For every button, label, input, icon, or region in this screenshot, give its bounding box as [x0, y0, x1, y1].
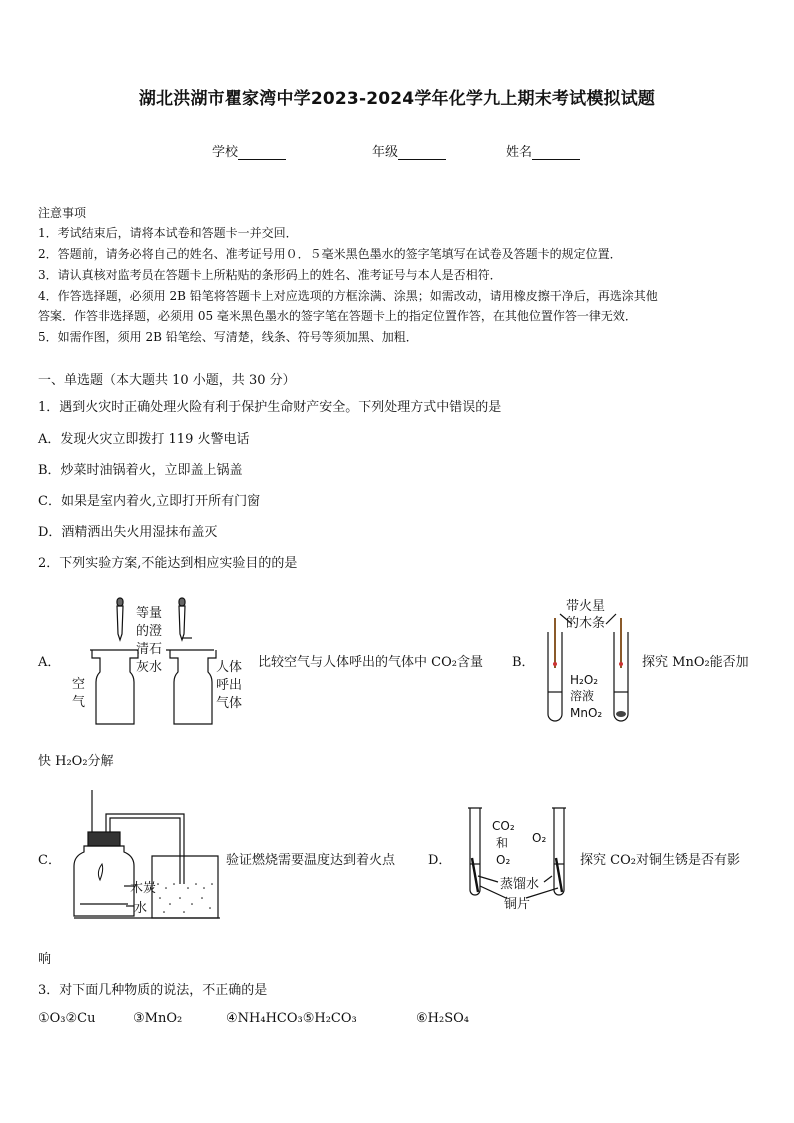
option-d-diagram — [458, 804, 576, 914]
notice-item: 1．考试结束后，请将本试卷和答题卡一并交回． — [38, 226, 298, 240]
breath-label: 气体 — [216, 696, 243, 711]
co2-label: CO₂ — [492, 819, 515, 833]
exam-title: 湖北洪湖市瞿家湾中学2023-2024学年化学九上期末考试模拟试题 — [138, 89, 656, 109]
section-heading: 一、单选题（本大题共 10 小题，共 30 分） — [38, 373, 296, 388]
question-1-stem: 1．遇到火灾时正确处理火险有利于保护生命财产安全。下列处理方式中错误的是 — [38, 400, 502, 415]
dropper-label: 的澄 — [136, 624, 163, 639]
q2-option-d-letter[interactable]: D． — [428, 853, 452, 868]
q3-item: ①O₃②Cu — [38, 1011, 96, 1026]
dropper-label: 等量 — [136, 606, 163, 621]
q2-option-b-letter[interactable]: B． — [512, 655, 535, 670]
breath-label: 人体 — [216, 660, 243, 675]
q1-option-a[interactable]: A．发现火灾立即拨打 119 火警电话 — [38, 432, 250, 447]
dropper-label: 灰水 — [136, 660, 163, 675]
q2-option-a-letter[interactable]: A． — [38, 655, 61, 670]
stick-label: 的木条 — [566, 616, 606, 631]
grade-blank[interactable] — [398, 146, 446, 160]
name-field — [506, 141, 580, 160]
notice-item: 4．作答选择题，必须用 2B 铅笔将答题卡上对应选项的方框涂满、涂黑；如需改动，请用橡皮擦干净后，再选涂其他 — [38, 289, 658, 303]
breath-label: 呼出 — [216, 678, 243, 693]
school-field — [212, 141, 286, 160]
school-blank[interactable] — [238, 146, 286, 160]
option-c-caption: 验证燃烧需要温度达到着火点 — [226, 853, 396, 868]
option-a-caption: 比较空气与人体呼出的气体中 CO₂含量 — [258, 655, 483, 670]
name-blank[interactable] — [532, 146, 580, 160]
q3-item: ④NH₄HCO₃⑤H₂CO₃ — [226, 1011, 357, 1026]
q1-option-b[interactable]: B．炒菜时油锅着火，立即盖上锅盖 — [38, 463, 243, 478]
q1-option-c[interactable]: C．如果是室内着火,立即打开所有门窗 — [38, 494, 261, 509]
question-2-stem: 2．下列实验方案,不能达到相应实验目的的是 — [38, 556, 298, 571]
grade-label: 年级 — [372, 145, 399, 160]
air-label: 气 — [72, 695, 86, 710]
school-label: 学校 — [212, 145, 239, 160]
option-d-caption: 探究 CO₂对铜生锈是否有影 — [580, 853, 740, 868]
dropper-label: 清石 — [136, 642, 163, 657]
distilled-water-label: 蒸馏水 — [500, 877, 540, 892]
notice-item: 2．答题前，请务必将自己的姓名、准考证号用０．５毫米黑色墨水的签字笔填写在试卷及答题卡的规定位置． — [38, 247, 622, 261]
stick-label: 带火星 — [566, 599, 606, 614]
option-b-caption-cont: 快 H₂O₂分解 — [38, 754, 114, 769]
notice-item: 答案．作答非选择题，必须用 05 毫米黑色墨水的签字笔在答题卡上的指定位置作答，在其他位置作答一律无效． — [38, 309, 637, 323]
and-label: 和 — [496, 836, 509, 850]
option-b-caption: 探究 MnO₂能否加 — [642, 655, 749, 670]
q2-option-c-letter[interactable]: C． — [38, 853, 61, 868]
grade-field — [372, 141, 446, 160]
notice-item: 3．请认真核对监考员在答题卡上所粘贴的条形码上的姓名、准考证号与本人是否相符． — [38, 268, 502, 282]
question-3-stem: 3．对下面几种物质的说法，不正确的是 — [38, 983, 268, 998]
q3-item: ③MnO₂ — [133, 1011, 183, 1026]
solution-label: 溶液 — [570, 689, 595, 703]
notice-item: 5．如需作图，须用 2B 铅笔绘、写清楚，线条、符号等须加黑、加粗． — [38, 330, 418, 344]
copper-label: 铜片 — [504, 897, 531, 912]
option-d-caption-cont: 响 — [38, 952, 52, 967]
option-c-diagram — [72, 788, 222, 926]
o2-left-label: O₂ — [496, 853, 511, 867]
charcoal-label: 木炭 — [130, 881, 157, 896]
notice-heading: 注意事项 — [38, 206, 87, 220]
h2o2-label: H₂O₂ — [570, 673, 599, 687]
water-label: 水 — [134, 901, 148, 916]
option-b-diagram — [540, 596, 636, 726]
name-label: 姓名 — [506, 145, 533, 160]
mno2-label: MnO₂ — [570, 706, 603, 720]
option-a-diagram — [60, 592, 255, 730]
q1-option-d[interactable]: D．酒精洒出失火用湿抹布盖灭 — [38, 525, 218, 540]
q3-item: ⑥H₂SO₄ — [416, 1011, 469, 1026]
o2-right-label: O₂ — [532, 831, 547, 845]
air-label: 空 — [72, 677, 86, 692]
